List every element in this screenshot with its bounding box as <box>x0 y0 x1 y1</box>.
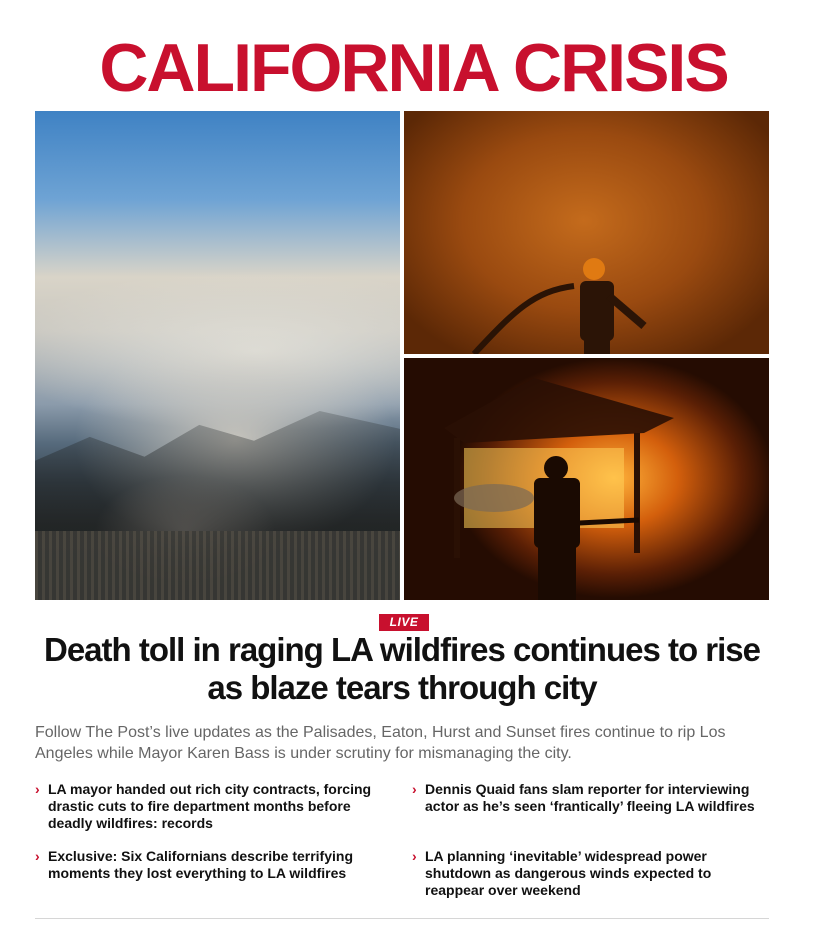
photo-firefighter-hose[interactable] <box>404 111 769 354</box>
related-link-label: Dennis Quaid fans slam reporter for interviewing actor as he’s seen ‘frantically’ fleeing LA wildfires <box>425 781 755 814</box>
related-link[interactable] <box>412 848 735 899</box>
firefighter-hose-illustration <box>404 111 769 354</box>
burning-structure-illustration <box>404 358 769 600</box>
live-badge: LIVE <box>379 614 429 631</box>
related-link-label: LA mayor handed out rich city contracts, forcing drastic cuts to fire department months before deadly wildfires: records <box>48 781 372 831</box>
main-headline[interactable]: Death toll in raging LA wildfires continues to rise as blaze tears through city <box>43 631 761 706</box>
story-dek: Follow The Post’s live updates as the Palisades, Eaton, Hurst and Sunset fires continue to rip Los Angeles while Mayor Karen Bass is under scrutiny for mismanaging the city. <box>35 724 726 762</box>
chevron-right-icon: › <box>412 781 417 797</box>
photo-collage[interactable] <box>35 111 769 600</box>
related-link[interactable] <box>35 848 378 882</box>
related-link[interactable] <box>412 781 770 815</box>
photo-aerial-smoke[interactable] <box>35 111 400 600</box>
related-link-label: Exclusive: Six Californians describe terrifying moments they lost everything to LA wildfires <box>48 848 353 881</box>
chevron-right-icon: › <box>35 781 40 797</box>
chevron-right-icon: › <box>412 848 417 864</box>
section-title[interactable]: CALIFORNIA CRISIS <box>99 30 728 106</box>
divider <box>35 918 769 919</box>
city-grid <box>35 531 400 600</box>
related-link-label: LA planning ‘inevitable’ widespread power shutdown as dangerous winds expected to reappear over weekend <box>425 848 712 898</box>
chevron-right-icon: › <box>35 848 40 864</box>
related-link[interactable] <box>35 781 378 832</box>
photo-burning-structure[interactable] <box>404 358 769 600</box>
